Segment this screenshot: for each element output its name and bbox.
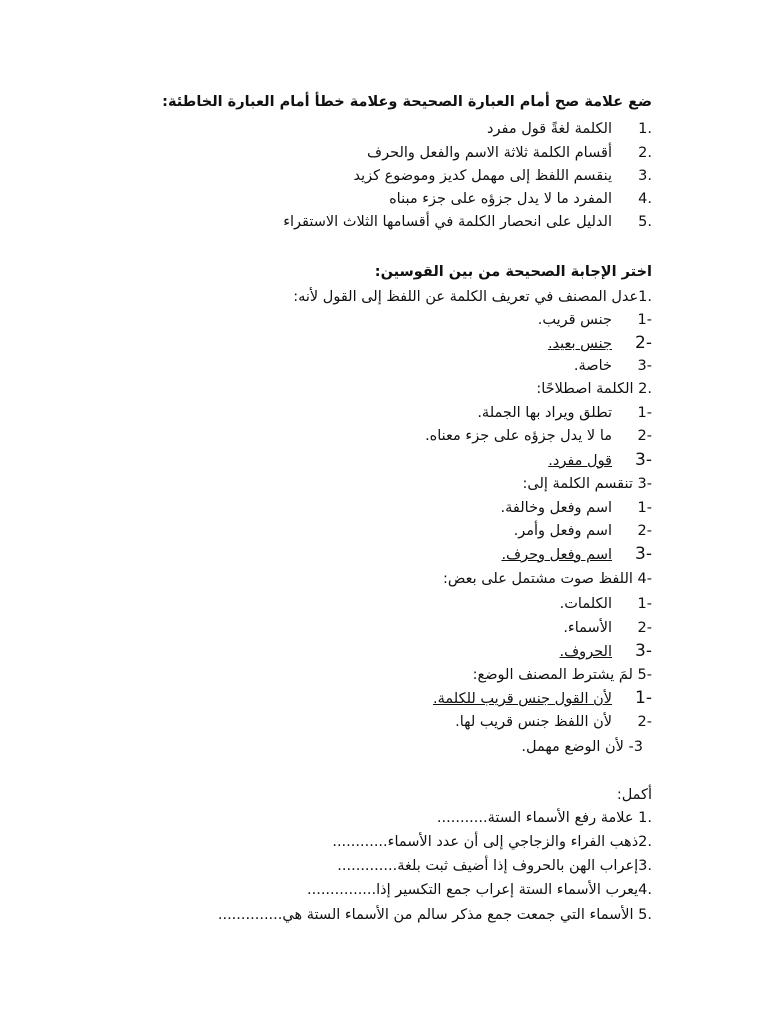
option-number: -1 (637, 596, 652, 612)
list-item: .1 علامة رفع الأسماء الستة........... (436, 810, 652, 826)
option-text: تطلق ويراد بها الجملة. (477, 405, 612, 421)
answer-option (548, 333, 652, 354)
option-number: -1 (637, 500, 652, 516)
answer-option (548, 450, 652, 471)
correct-option-text: الحروف. (559, 644, 612, 660)
option-text: جنس قريب. (537, 312, 612, 328)
item-text: المفرد ما لا يدل جزؤه على جزء مبناه (389, 191, 612, 207)
question-stem: .1عدل المصنف في تعريف الكلمة عن اللفظ إلى القول لأنه: (293, 289, 652, 305)
item-number: .1 (638, 121, 652, 137)
correct-option-text: جنس بعيد. (547, 336, 612, 352)
answer-option (574, 356, 652, 376)
list-item (354, 166, 653, 186)
option-text: خاصة. (573, 358, 612, 374)
option-text: 3- لأن الوضع مهمل. (521, 739, 643, 755)
list-item (283, 212, 652, 232)
list-item: .4يعرب الأسماء الستة إعراب جمع التكسير إذا............... (307, 882, 652, 898)
answer-option (501, 498, 652, 518)
item-number: .2 (638, 145, 652, 161)
option-number: -3 (637, 358, 652, 374)
list-item: .3إعراب الهن بالحروف إذا أضيف ثبت بلغة............. (337, 858, 652, 874)
correct-option-text: اسم وفعل وحرف. (501, 547, 612, 563)
answer-option (521, 737, 643, 757)
question-stem: -4 اللفظ صوت مشتمل على بعض: (443, 571, 652, 587)
option-number: -2 (635, 333, 652, 353)
item-text: أقسام الكلمة ثلاثة الاسم والفعل والحرف (367, 145, 612, 161)
item-number: .3 (638, 168, 652, 184)
answer-option (425, 426, 652, 446)
option-number: -2 (637, 714, 652, 730)
item-text: الكلمة لغةً قول مفرد (487, 121, 612, 137)
answer-option (477, 403, 652, 423)
list-item (487, 119, 652, 139)
option-number: -2 (637, 428, 652, 444)
section2-heading: اختر الإجابة الصحيحة من بين القوسين: (374, 264, 652, 280)
section1-heading: ضع علامة صح أمام العبارة الصحيحة وعلامة خطأ أمام العبارة الخاطئة: (162, 94, 652, 110)
list-item: .2ذهب الفراء والزجاجي إلى أن عدد الأسماء............ (332, 834, 652, 850)
answer-option (560, 641, 652, 662)
item-text: الدليل على انحصار الكلمة في أقسامها الثلاث الاستقراء (283, 214, 612, 230)
option-number: -3 (635, 641, 652, 661)
option-number: -1 (637, 405, 652, 421)
correct-option-text: لأن القول جنس قريب للكلمة. (433, 691, 612, 707)
option-text: اسم وفعل وخالفة. (500, 500, 612, 516)
answer-option (514, 521, 652, 541)
option-text: لأن اللفظ جنس قريب لها. (455, 714, 612, 730)
answer-option (538, 310, 652, 330)
answer-option (501, 544, 652, 565)
option-text: ما لا يدل جزؤه على جزء معناه. (425, 428, 612, 444)
answer-option (455, 712, 652, 732)
list-item (367, 143, 652, 163)
option-text: الكلمات. (559, 596, 612, 612)
item-text: ينقسم اللفظ إلى مهمل كديز وموضوع كزيد (353, 168, 612, 184)
answer-option (433, 688, 652, 709)
answer-option (560, 594, 652, 614)
question-stem: -3 تنقسم الكلمة إلى: (522, 476, 652, 492)
option-number: -2 (637, 523, 652, 539)
option-number: -3 (635, 544, 652, 564)
section3-heading: أكمل: (616, 787, 652, 803)
correct-option-text: قول مفرد. (548, 453, 612, 469)
option-number: -1 (635, 688, 652, 708)
option-number: -3 (635, 450, 652, 470)
list-item (389, 189, 652, 209)
option-text: اسم وفعل وأمر. (513, 523, 612, 539)
item-number: .5 (638, 214, 652, 230)
question-stem: -5 لمَ يشترط المصنف الوضع: (472, 667, 652, 683)
list-item: .5 الأسماء التي جمعت جمع مذكر سالم من الأسماء الستة هي.............. (217, 907, 652, 923)
option-number: -1 (637, 312, 652, 328)
item-number: .4 (638, 191, 652, 207)
question-stem: .2 الكلمة اصطلاحًا: (536, 381, 652, 397)
option-text: الأسماء. (563, 620, 612, 636)
answer-option (563, 618, 652, 638)
option-number: -2 (637, 620, 652, 636)
